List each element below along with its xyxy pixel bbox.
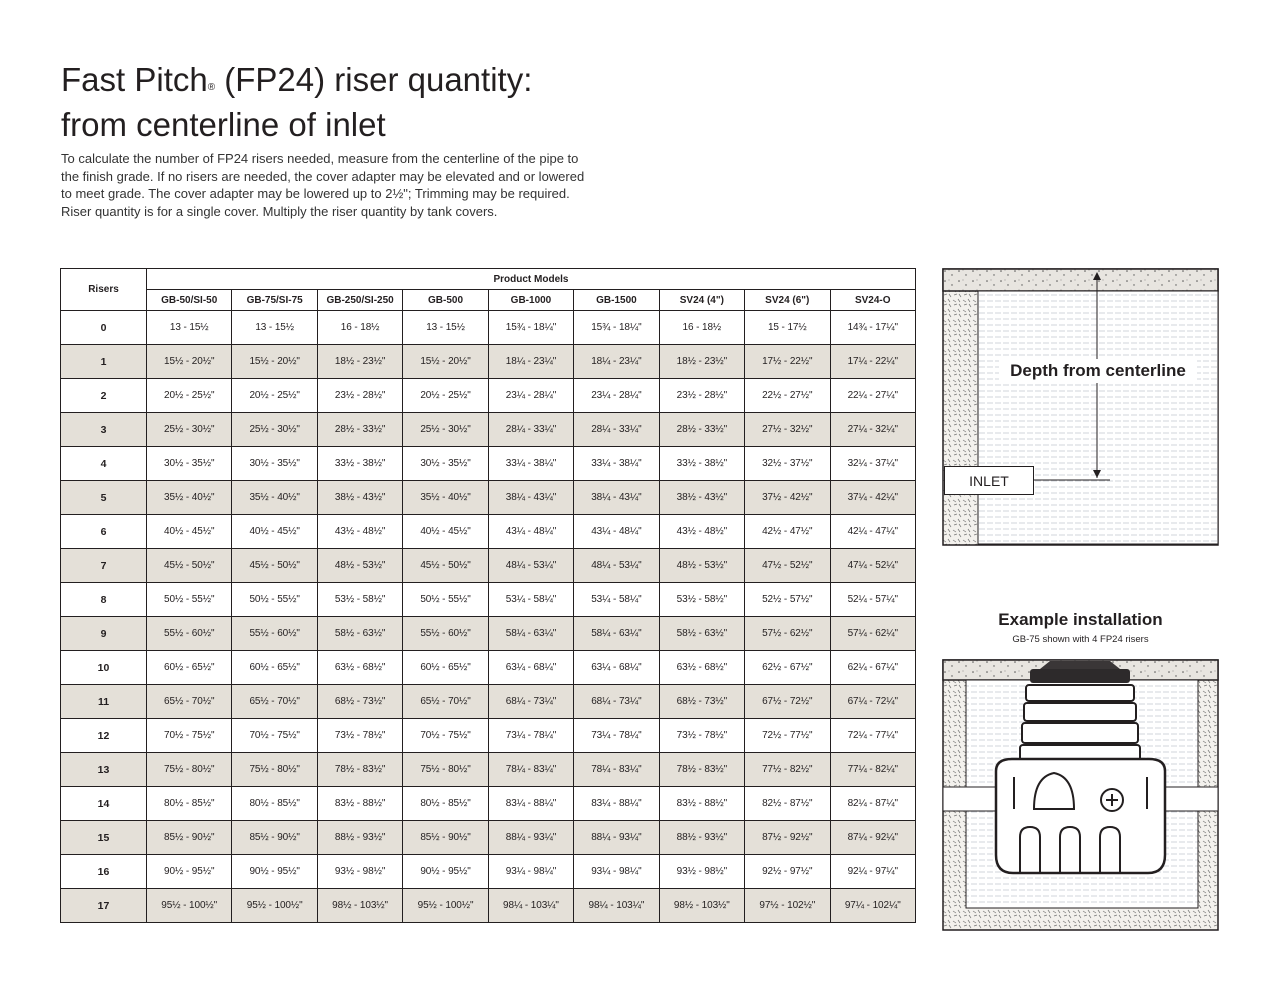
inlet-pipe-shape: [943, 787, 997, 811]
depth-range-cell: 40½ - 45½": [147, 515, 232, 549]
riser-stack: [1020, 685, 1140, 763]
depth-range-cell: 18½ - 23½": [317, 345, 402, 379]
depth-range-cell: 72¼ - 77¼": [830, 719, 916, 753]
depth-range-cell: 93¼ - 98¼": [574, 855, 659, 889]
depth-range-cell: 85½ - 90½": [403, 821, 488, 855]
depth-range-cell: 28½ - 33½": [659, 413, 744, 447]
depth-range-cell: 15½ - 20½": [147, 345, 232, 379]
intro-paragraph: To calculate the number of FP24 risers needed, measure from the centerline of the pipe to the finish grade. If no risers are needed, the cover adapter may be elevated and or lowered to meet grade. The cover adapter may be lowered up to 2½"; Trimming may be required. Riser quantity is for a single cover. Multiply the riser quantity by tank covers.: [61, 151, 585, 219]
depth-range-cell: 15½ - 20½": [403, 345, 488, 379]
model-header-row: [61, 290, 916, 311]
depth-range-cell: 25½ - 30½": [403, 413, 488, 447]
depth-range-cell: 82¼ - 87¼": [830, 787, 916, 821]
depth-range-cell: 83½ - 88½": [659, 787, 744, 821]
depth-range-cell: 67½ - 72½": [745, 685, 830, 719]
depth-range-cell: 17½ - 22½": [745, 345, 830, 379]
depth-range-cell: 78½ - 83½": [317, 753, 402, 787]
depth-range-cell: 65½ - 70½": [147, 685, 232, 719]
depth-range-cell: 15¾ - 18¼": [488, 311, 573, 345]
depth-range-cell: 60½ - 65½": [403, 651, 488, 685]
depth-range-cell: 55½ - 60½": [403, 617, 488, 651]
depth-range-cell: 47¼ - 52¼": [830, 549, 916, 583]
depth-range-cell: 63½ - 68½": [317, 651, 402, 685]
depth-range-cell: 73½ - 78½": [659, 719, 744, 753]
depth-range-cell: 50½ - 55½": [147, 583, 232, 617]
title-line-2: from centerline of inlet: [61, 106, 386, 143]
model-column-header: SV24-O: [830, 290, 916, 311]
depth-range-cell: 90½ - 95½": [232, 855, 317, 889]
title-text-a: Fast Pitch: [61, 61, 208, 98]
depth-range-cell: 27¼ - 32¼": [830, 413, 916, 447]
depth-range-cell: 55½ - 60½": [232, 617, 317, 651]
depth-range-cell: 95½ - 100½": [147, 889, 232, 923]
depth-range-cell: 20½ - 25½": [232, 379, 317, 413]
model-column-header: GB-75/SI-75: [232, 290, 317, 311]
depth-range-cell: 42¼ - 47¼": [830, 515, 916, 549]
depth-range-cell: 77½ - 82½": [745, 753, 830, 787]
registered-mark: ®: [207, 82, 216, 93]
model-column-header: GB-1500: [574, 290, 659, 311]
depth-range-cell: 95½ - 100½": [403, 889, 488, 923]
depth-range-cell: 43½ - 48½": [317, 515, 402, 549]
depth-range-cell: 48½ - 53½": [659, 549, 744, 583]
depth-range-cell: 48½ - 53½": [317, 549, 402, 583]
depth-range-cell: 97¼ - 102¼": [830, 889, 916, 923]
depth-range-cell: 82½ - 87½": [745, 787, 830, 821]
riser-count-cell: 12: [61, 719, 147, 753]
depth-range-cell: 85½ - 90½": [232, 821, 317, 855]
riser-count-cell: 2: [61, 379, 147, 413]
depth-range-cell: 45½ - 50½": [232, 549, 317, 583]
depth-range-cell: 33¼ - 38¼": [574, 447, 659, 481]
depth-range-cell: 33½ - 38½": [659, 447, 744, 481]
depth-range-cell: 58½ - 63½": [659, 617, 744, 651]
depth-range-cell: 28¼ - 33¼": [574, 413, 659, 447]
depth-range-cell: 22½ - 27½": [745, 379, 830, 413]
depth-range-cell: 77¼ - 82¼": [830, 753, 916, 787]
depth-range-cell: 53½ - 58½": [317, 583, 402, 617]
depth-range-cell: 14¾ - 17¼": [830, 311, 916, 345]
depth-range-cell: 85½ - 90½": [147, 821, 232, 855]
title-text-b: (FP24) riser quantity:: [215, 61, 533, 98]
depth-range-cell: 75½ - 80½": [147, 753, 232, 787]
depth-range-cell: 32½ - 37½": [745, 447, 830, 481]
depth-range-cell: 48¼ - 53¼": [574, 549, 659, 583]
depth-range-cell: 43½ - 48½": [659, 515, 744, 549]
depth-range-cell: 48¼ - 53¼": [488, 549, 573, 583]
depth-range-cell: 13 - 15½: [403, 311, 488, 345]
table-row: [61, 583, 916, 617]
depth-range-cell: 25½ - 30½": [232, 413, 317, 447]
riser-count-cell: 17: [61, 889, 147, 923]
depth-range-cell: 98¼ - 103¼": [488, 889, 573, 923]
depth-range-cell: 40½ - 45½": [403, 515, 488, 549]
depth-range-cell: 15 - 17½: [745, 311, 830, 345]
depth-range-cell: 30½ - 35½": [403, 447, 488, 481]
depth-range-cell: 88½ - 93½": [659, 821, 744, 855]
riser-count-cell: 1: [61, 345, 147, 379]
riser-count-cell: 9: [61, 617, 147, 651]
depth-range-cell: 58½ - 63½": [317, 617, 402, 651]
depth-range-cell: 78¼ - 83¼": [574, 753, 659, 787]
depth-range-cell: 98½ - 103½": [317, 889, 402, 923]
page-title: [61, 57, 532, 147]
depth-range-cell: 47½ - 52½": [745, 549, 830, 583]
depth-range-cell: 18¼ - 23¼": [488, 345, 573, 379]
depth-range-cell: 83¼ - 88¼": [574, 787, 659, 821]
depth-range-cell: 60½ - 65½": [147, 651, 232, 685]
depth-range-cell: 55½ - 60½": [147, 617, 232, 651]
riser-quantity-table: [60, 268, 916, 923]
depth-range-cell: 38¼ - 43¼": [488, 481, 573, 515]
depth-range-cell: 17¼ - 22¼": [830, 345, 916, 379]
depth-range-cell: 43¼ - 48¼": [574, 515, 659, 549]
depth-range-cell: 23¼ - 28¼": [574, 379, 659, 413]
depth-label: Depth from centerline: [999, 359, 1197, 383]
depth-range-cell: 45½ - 50½": [147, 549, 232, 583]
table-row: [61, 481, 916, 515]
depth-range-cell: 98¼ - 103¼": [574, 889, 659, 923]
model-column-header: GB-50/SI-50: [147, 290, 232, 311]
depth-range-cell: 92¼ - 97¼": [830, 855, 916, 889]
depth-range-cell: 38½ - 43½": [659, 481, 744, 515]
depth-range-cell: 38½ - 43½": [317, 481, 402, 515]
riser-count-cell: 15: [61, 821, 147, 855]
table-row: [61, 413, 916, 447]
table-row: [61, 787, 916, 821]
depth-range-cell: 23½ - 28½": [659, 379, 744, 413]
depth-diagram: [942, 268, 1219, 546]
depth-range-cell: 62¼ - 67¼": [830, 651, 916, 685]
depth-range-cell: 68¼ - 73¼": [488, 685, 573, 719]
model-column-header: GB-1000: [488, 290, 573, 311]
table-row: [61, 617, 916, 651]
depth-range-cell: 50½ - 55½": [403, 583, 488, 617]
riser-count-cell: 16: [61, 855, 147, 889]
model-column-header: GB-250/SI-250: [317, 290, 402, 311]
depth-range-cell: 68½ - 73½": [659, 685, 744, 719]
depth-range-cell: 53½ - 58½": [659, 583, 744, 617]
grade-surface-shape: [943, 269, 1218, 291]
excavation-shape: [978, 291, 1218, 544]
depth-range-cell: 15¾ - 18¼": [574, 311, 659, 345]
depth-range-cell: 28½ - 33½": [317, 413, 402, 447]
depth-range-cell: 30½ - 35½": [232, 447, 317, 481]
riser-count-cell: 11: [61, 685, 147, 719]
depth-range-cell: 33½ - 38½": [317, 447, 402, 481]
depth-range-cell: 52½ - 57½": [745, 583, 830, 617]
depth-range-cell: 23¼ - 28¼": [488, 379, 573, 413]
depth-range-cell: 93½ - 98½": [659, 855, 744, 889]
model-column-header: SV24 (6"): [745, 290, 830, 311]
depth-range-cell: 70½ - 75½": [232, 719, 317, 753]
depth-range-cell: 43¼ - 48¼": [488, 515, 573, 549]
depth-range-cell: 63¼ - 68¼": [574, 651, 659, 685]
depth-range-cell: 90½ - 95½": [403, 855, 488, 889]
depth-range-cell: 15½ - 20½": [232, 345, 317, 379]
depth-range-cell: 67¼ - 72¼": [830, 685, 916, 719]
depth-range-cell: 23½ - 28½": [317, 379, 402, 413]
cover-top-shape: [1040, 661, 1120, 669]
depth-range-cell: 62½ - 67½": [745, 651, 830, 685]
depth-range-cell: 95½ - 100½": [232, 889, 317, 923]
depth-range-cell: 16 - 18½: [659, 311, 744, 345]
depth-range-cell: 13 - 15½: [147, 311, 232, 345]
depth-range-cell: 22¼ - 27¼": [830, 379, 916, 413]
depth-range-cell: 73½ - 78½": [317, 719, 402, 753]
table-row: [61, 447, 916, 481]
depth-range-cell: 83½ - 88½": [317, 787, 402, 821]
depth-range-cell: 58¼ - 63¼": [574, 617, 659, 651]
depth-range-cell: 27½ - 32½": [745, 413, 830, 447]
depth-range-cell: 53¼ - 58¼": [488, 583, 573, 617]
depth-range-cell: 88¼ - 93¼": [574, 821, 659, 855]
depth-range-cell: 80½ - 85½": [147, 787, 232, 821]
table-row: [61, 685, 916, 719]
depth-range-cell: 35½ - 40½": [147, 481, 232, 515]
depth-range-cell: 38¼ - 43¼": [574, 481, 659, 515]
riser-count-cell: 0: [61, 311, 147, 345]
table-row: [61, 379, 916, 413]
depth-range-cell: 75½ - 80½": [403, 753, 488, 787]
depth-range-cell: 20½ - 25½": [147, 379, 232, 413]
riser-count-cell: 13: [61, 753, 147, 787]
outlet-pipe-shape: [1164, 787, 1218, 811]
depth-range-cell: 50½ - 55½": [232, 583, 317, 617]
example-installation-diagram: [942, 659, 1219, 931]
depth-range-cell: 18½ - 23½": [659, 345, 744, 379]
depth-range-cell: 42½ - 47½": [745, 515, 830, 549]
cover-shape: [1030, 669, 1130, 683]
riser-count-cell: 14: [61, 787, 147, 821]
depth-range-cell: 78¼ - 83¼": [488, 753, 573, 787]
depth-range-cell: 68¼ - 73¼": [574, 685, 659, 719]
table-row: [61, 515, 916, 549]
table-row: [61, 855, 916, 889]
table-row: [61, 549, 916, 583]
example-subtitle: GB-75 shown with 4 FP24 risers: [1012, 634, 1149, 645]
depth-range-cell: 32¼ - 37¼": [830, 447, 916, 481]
depth-range-cell: 70½ - 75½": [403, 719, 488, 753]
depth-range-cell: 52¼ - 57¼": [830, 583, 916, 617]
riser-count-cell: 5: [61, 481, 147, 515]
depth-range-cell: 78½ - 83½": [659, 753, 744, 787]
depth-range-cell: 40½ - 45½": [232, 515, 317, 549]
riser-count-cell: 8: [61, 583, 147, 617]
depth-range-cell: 37¼ - 42¼": [830, 481, 916, 515]
depth-range-cell: 57½ - 62½": [745, 617, 830, 651]
depth-range-cell: 63½ - 68½": [659, 651, 744, 685]
depth-range-cell: 93½ - 98½": [317, 855, 402, 889]
depth-range-cell: 60½ - 65½": [232, 651, 317, 685]
table-row: [61, 345, 916, 379]
table-row: [61, 753, 916, 787]
depth-range-cell: 20½ - 25½": [403, 379, 488, 413]
depth-range-cell: 80½ - 85½": [403, 787, 488, 821]
depth-range-cell: 63¼ - 68¼": [488, 651, 573, 685]
riser-count-cell: 7: [61, 549, 147, 583]
depth-range-cell: 88¼ - 93¼": [488, 821, 573, 855]
depth-range-cell: 30½ - 35½": [147, 447, 232, 481]
depth-range-cell: 37½ - 42½": [745, 481, 830, 515]
table-row: [61, 719, 916, 753]
depth-range-cell: 28¼ - 33¼": [488, 413, 573, 447]
depth-range-cell: 57¼ - 62¼": [830, 617, 916, 651]
depth-range-cell: 65½ - 70½": [403, 685, 488, 719]
model-column-header: SV24 (4"): [659, 290, 744, 311]
table-body: [61, 311, 916, 923]
depth-range-cell: 25½ - 30½": [147, 413, 232, 447]
depth-range-cell: 35½ - 40½": [232, 481, 317, 515]
table-row: [61, 821, 916, 855]
inlet-label: INLET: [944, 466, 1034, 495]
riser-count-cell: 10: [61, 651, 147, 685]
depth-range-cell: 93¼ - 98¼": [488, 855, 573, 889]
depth-range-cell: 33¼ - 38¼": [488, 447, 573, 481]
depth-range-cell: 18¼ - 23¼": [574, 345, 659, 379]
depth-range-cell: 80½ - 85½": [232, 787, 317, 821]
depth-range-cell: 65½ - 70½": [232, 685, 317, 719]
table-row: [61, 311, 916, 345]
model-column-header: GB-500: [403, 290, 488, 311]
depth-range-cell: 72½ - 77½": [745, 719, 830, 753]
depth-range-cell: 16 - 18½: [317, 311, 402, 345]
depth-range-cell: 83¼ - 88¼": [488, 787, 573, 821]
depth-range-cell: 58¼ - 63¼": [488, 617, 573, 651]
riser-count-cell: 3: [61, 413, 147, 447]
depth-range-cell: 53¼ - 58¼": [574, 583, 659, 617]
depth-range-cell: 87½ - 92½": [745, 821, 830, 855]
risers-column-header: Risers: [61, 269, 147, 311]
depth-range-cell: 73¼ - 78¼": [574, 719, 659, 753]
depth-range-cell: 90½ - 95½": [147, 855, 232, 889]
riser-count-cell: 4: [61, 447, 147, 481]
product-models-header: Product Models: [147, 269, 916, 290]
depth-range-cell: 35½ - 40½": [403, 481, 488, 515]
depth-range-cell: 92½ - 97½": [745, 855, 830, 889]
depth-range-cell: 70½ - 75½": [147, 719, 232, 753]
depth-range-cell: 88½ - 93½": [317, 821, 402, 855]
riser-count-cell: 6: [61, 515, 147, 549]
depth-range-cell: 73¼ - 78¼": [488, 719, 573, 753]
depth-range-cell: 98½ - 103½": [659, 889, 744, 923]
depth-range-cell: 97½ - 102½": [745, 889, 830, 923]
table-row: [61, 651, 916, 685]
depth-range-cell: 45½ - 50½": [403, 549, 488, 583]
depth-range-cell: 13 - 15½: [232, 311, 317, 345]
depth-range-cell: 87¼ - 92¼": [830, 821, 916, 855]
depth-range-cell: 68½ - 73½": [317, 685, 402, 719]
table-row: [61, 889, 916, 923]
example-title: Example installation: [998, 610, 1163, 629]
depth-range-cell: 75½ - 80½": [232, 753, 317, 787]
